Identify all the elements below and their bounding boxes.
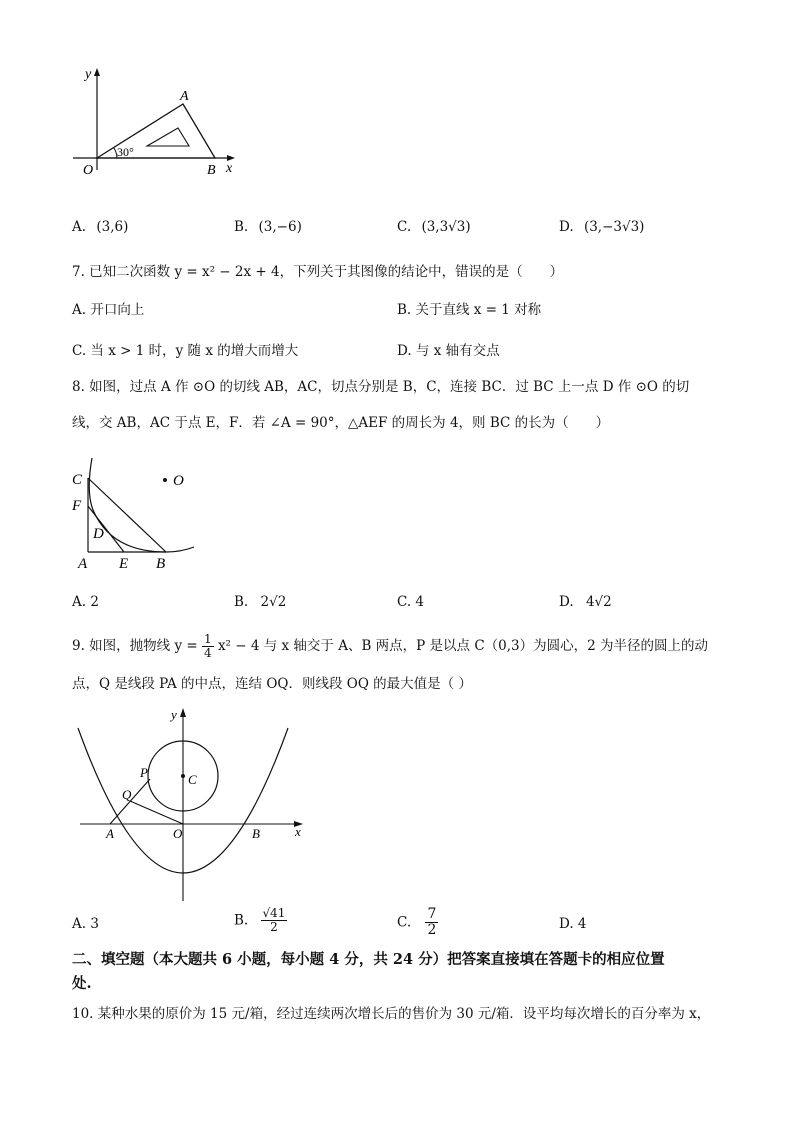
label-y: y [171,707,177,722]
section-2-heading-line2: 处. [72,975,92,992]
option-value: (3,−3√3) [583,219,645,235]
q9-stem-line2: 点，Q 是线段 PA 的中点，连结 OQ．则线段 OQ 的最大值是（ ） [72,676,472,692]
q9-option-a[interactable]: A. 3 [72,916,99,932]
label-x: x [295,824,301,839]
fraction-denominator: 4 [204,646,212,660]
label-o: O [173,473,184,489]
center-dot [163,478,167,482]
q7-option-d[interactable]: D. 与 x 轴有交点 [397,343,500,359]
y-axis-arrow [180,708,186,717]
q8-option-a[interactable]: A. 2 [72,594,99,610]
label-c: C [72,472,83,488]
label-d: D [93,526,104,542]
segment-qo [130,801,183,824]
option-letter: B. [234,219,249,235]
label-b: B [252,826,260,841]
label-p: P [140,765,148,780]
label-b: B [207,163,216,178]
option-value: (3,6) [96,219,129,235]
option-letter: B. [234,594,249,610]
center-c-dot [181,774,185,778]
q8-option-b[interactable] [234,594,286,610]
label-o: O [173,826,183,841]
q8-stem-line2: 线，交 AB，AC 于点 E，F．若 ∠A = 90°，△AEF 的周长为 4，则 BC 的长为（ ） [72,415,610,431]
option-letter: D. [559,594,574,610]
fraction-numerator: √41 [262,906,286,920]
option-letter: B. [234,912,249,929]
q9-option-d[interactable]: D. 4 [559,916,587,932]
label-f: F [72,498,82,514]
option-value: 2√2 [260,594,287,610]
label-x: x [226,161,233,176]
q6-option-d[interactable] [559,219,644,235]
fraction-denominator: 2 [270,920,278,934]
q7-option-c[interactable]: C. 当 x > 1 时，y 随 x 的增大而增大 [72,343,299,359]
q10-stem: 10. 某种水果的原价为 15 元/箱，经过连续两次增长后的售价为 30 元/箱．设平均每次增长的百分率为 x， [72,1006,711,1022]
option-c-fraction [425,907,438,938]
label-c: C [188,772,197,787]
label-a: A [106,826,114,841]
q9-option-b[interactable] [234,907,287,934]
option-letter: D. [559,219,574,235]
q9-stem-line1 [72,633,708,660]
q9-figure [72,703,312,903]
option-b-fraction [261,907,288,934]
q8-figure [66,452,201,572]
q6-option-c[interactable] [397,219,471,235]
fraction-one-quarter [202,633,214,660]
inner-triangle [147,128,189,146]
q6-option-a[interactable] [72,219,128,235]
q7-option-b[interactable]: B. 关于直线 x = 1 对称 [397,302,542,318]
option-value: (3,3√3) [421,219,471,235]
q7-stem: 7. 已知二次函数 y = x² − 2x + 4，下列关于其图像的结论中，错误的是（ ） [72,264,564,280]
q9-stem-part1: 9. 如图，抛物线 y = [72,638,198,654]
angle-label: 30° [117,145,134,159]
q7-option-a[interactable]: A. 开口向上 [72,302,145,318]
label-e: E [119,556,129,572]
label-y: y [85,67,92,82]
q6-option-b[interactable] [234,219,302,235]
label-a: A [180,89,189,104]
q8-stem-line1: 8. 如图，过点 A 作 ⊙O 的切线 AB，AC，切点分别是 B，C，连接 BC．过 BC 上一点 D 作 ⊙O 的切 [72,379,690,395]
fraction-numerator: 7 [427,906,437,922]
option-value: (3,−6) [258,219,302,235]
q8-option-d[interactable] [559,594,612,610]
label-b: B [156,556,166,572]
q8-option-c[interactable]: C. 4 [397,594,425,610]
q6-figure [65,62,250,182]
option-value: 4√2 [585,594,612,610]
y-axis-arrow [94,68,100,76]
option-letter: A. [72,219,87,235]
option-letter: C. [397,914,412,931]
label-q: Q [122,787,132,802]
q9-stem-part2: x² − 4 与 x 轴交于 A、B 两点，P 是以点 C（0,3）为圆心，2 为半径的圆上的动 [217,638,709,654]
section-2-heading-line1: 二、填空题（本大题共 6 小题，每小题 4 分，共 24 分）把答案直接填在答题卡的相应位置 [72,951,665,968]
label-o: O [83,163,94,178]
label-a: A [78,556,88,572]
fraction-numerator: 1 [204,632,212,646]
option-letter: C. [397,219,412,235]
q9-option-c[interactable] [397,907,438,938]
fraction-denominator: 2 [427,922,437,938]
